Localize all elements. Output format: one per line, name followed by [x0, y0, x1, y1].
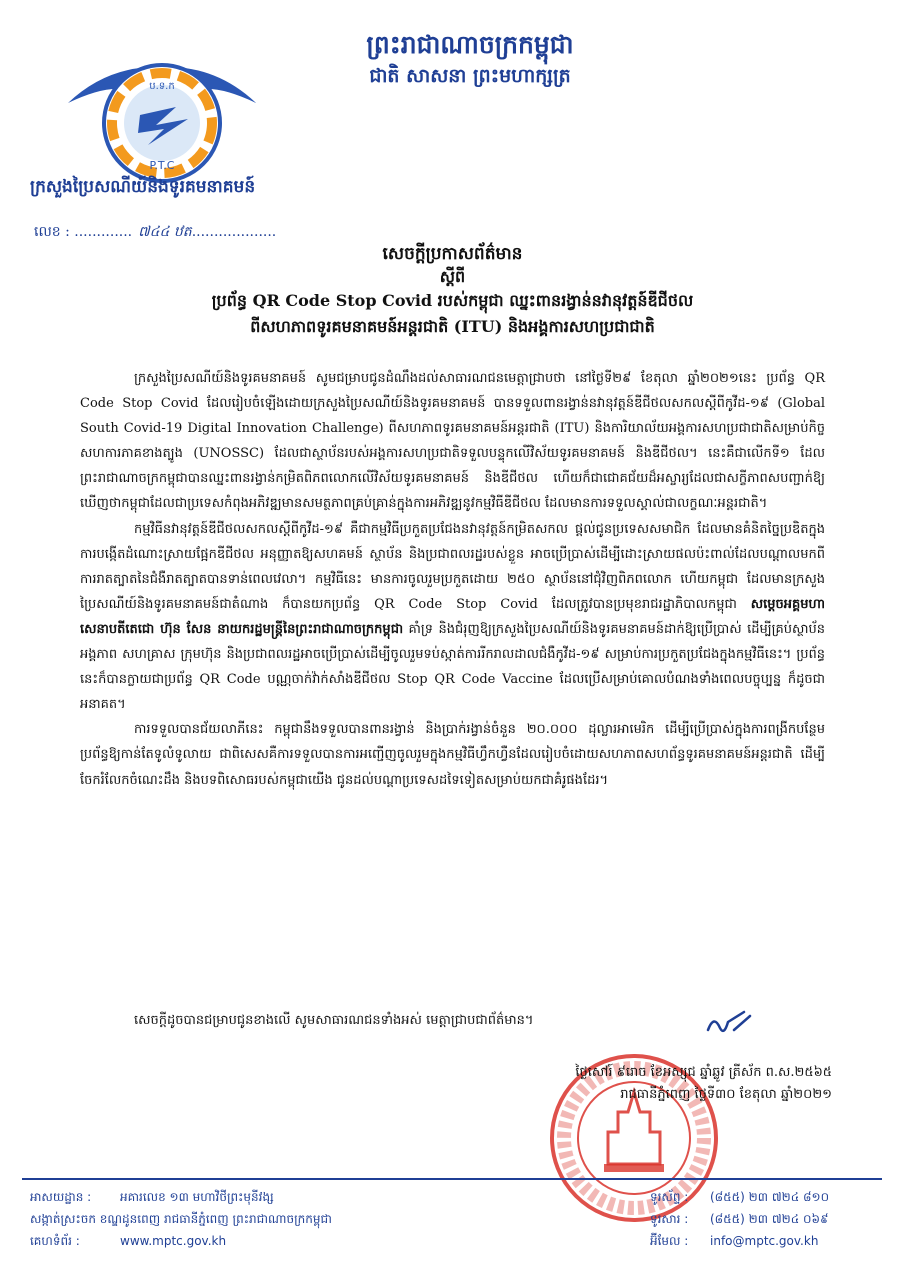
email-label: អ៊ីមែល :	[650, 1234, 689, 1248]
ministry-name: ក្រសួងប្រៃសណីយ៍និងទូរគមនាគមន៍	[30, 177, 256, 197]
ref-label: លេខ : .............	[34, 224, 133, 240]
fax-label: ទូរសារ :	[650, 1212, 689, 1226]
title-subject-line2: ពីសហភាពទូរគមនាគមន៍អន្តរជាតិ (ITU) និងអង្គការសហប្រជាជាតិ	[250, 317, 655, 336]
reference-number	[34, 222, 276, 243]
ref-dots: ...................	[191, 224, 277, 240]
lunar-date: ថ្ងៃសៅរ៍ ៩រោច ខែអស្សុជ ឆ្នាំឆ្លូវ ត្រីស័ក ព.ស.២៥៦៥	[575, 1065, 832, 1080]
footer-contact	[650, 1186, 829, 1252]
paragraph-1: ក្រសួងប្រៃសណីយ៍និងទូរគមនាគមន៍ សូមជម្រាបជូនដំណឹងដល់សាធារណជនមេត្តាជ្រាបថា នៅថ្ងៃទី២៩ ខែតុលា ឆ្នាំ២០២១នេះ ប្រព័ន្ធ QR Code Stop Covid ដែលរៀបចំឡើងដោយក្រសួងប្រៃសណីយ៍និងទូរគមនាគមន៍ បានទទួលពានរង្វាន់នវានុវត្តន៍ឌីជីថលសកលស្តីពីកូវីដ-១៩ (Global South Covid-19 Digital Innovation Challenge) ពីសហភាពទូរគមនាគមន៍អន្តរជាតិ (ITU) និងការិយាល័យអង្គការសហប្រជាជាតិសម្រាប់កិច្ចសហការភាគខាងត្បូង (UNOSSC) ដែលជាស្ថាប័នរបស់អង្គការសហប្រជាតិទទួលបន្ទុកលើវិស័យទូរគមនាគមន៍ និងឌីជីថល។ នេះគឺជាលើកទី១ ដែលព្រះរាជាណាចក្រកម្ពុជាបានឈ្នះពានរង្វាន់កម្រិតពិភពលោកលើវិស័យទូរគមនាគមន៍ និងឌីជីថល ហើយក៏ជាជោគជ័យដ៏អស្ចារ្យដែលជាសក្ខីភាពសបញ្ជាក់ឱ្យឃើញថាកម្ពុជាដែលជាប្រទេសកំពុងអភិវឌ្ឍមានសមត្ថភាពគ្រប់គ្រាន់ក្នុងការអភិវឌ្ឍនូវកម្មវិធីឌីជីថល ដែលមានការទទួលស្គាល់ជាលក្ខណៈអន្តរជាតិ។	[80, 371, 825, 512]
title-subject-line1: ប្រព័ន្ធ QR Code Stop Covid របស់កម្ពុជា ឈ្នះពានរង្វាន់នវានុវត្តន៍ឌីជីថល	[211, 291, 694, 310]
solar-date: រាជធានីភ្នំពេញ ថ្ងៃទី៣០ ខែតុលា ឆ្នាំ២០២១	[620, 1087, 832, 1102]
email-link[interactable]: info@mptc.gov.kh	[710, 1234, 819, 1248]
phone-value: (៨៥៥) ២៣ ៧២៤ ៨១០	[710, 1190, 830, 1204]
address-value: អគារលេខ ១៣ មហាវិថីព្រះមុនីវង្ស	[120, 1190, 274, 1204]
ref-number: ៧៤៤ ឋត	[138, 224, 192, 240]
paragraph-2	[80, 517, 825, 718]
paragraph-2-part-b: គាំទ្រ និងជំរុញឱ្យក្រសួងប្រៃសណីយ៍និងទូរគមនាគមន៍ដាក់ឱ្យប្រើប្រាស់ ដើម្បីគ្រប់ស្ថាប័ន អង្គភាព សហគ្រាស ក្រុមហ៊ុន និងប្រជាពលរដ្ឋអាចប្រើប្រាស់ដើម្បីចូលរួមទប់ស្កាត់ការរីករាលដាលជំងឺកូវីដ-១៩ សម្រាប់ការប្រកួតប្រជែងក្នុងកម្មវិធីនេះ។ ប្រព័ន្ធនេះក៏បានក្លាយជាប្រព័ន្ធ QR Code បណ្ណចាក់វ៉ាក់សាំងឌីជីថល Stop QR Code Vaccine ដែលប្រើសម្រាប់គោលបំណងទាំងពេលបច្ចុប្បន្ន ក៏ដូចជាអនាគត។	[80, 621, 826, 713]
website-link[interactable]: www.mptc.gov.kh	[120, 1234, 227, 1248]
document-title	[80, 242, 825, 340]
national-motto: ជាតិ សាសនា ព្រះមហាក្សត្រ	[369, 65, 571, 87]
footer-divider	[22, 1178, 882, 1180]
district-line: សង្កាត់ស្រះចក ខណ្ឌដូនពេញ រាជធានីភ្នំពេញ ព្រះរាជាណាចក្រកម្ពុជា	[30, 1212, 332, 1226]
address-label: អាសយដ្ឋាន :	[30, 1190, 92, 1204]
logo-top-text: ប.ទ.ក	[149, 81, 175, 92]
title-regarding: ស្តីពី	[439, 267, 466, 286]
ministry-logo	[48, 45, 276, 195]
fax-value: (៨៥៥) ២៣ ៧២៤ ០៦៩	[710, 1212, 829, 1226]
paragraph-2-part-a: កម្មវិធីនវានុវត្តន៍ឌីជីថលសកលស្តីពីកូវីដ-១៩ គឺជាកម្មវិធីប្រកួតប្រជែងនវានុវត្តន៍កម្រិតសកល ផ្តល់ជូនប្រទេសសមាជិក ដែលមានគំនិតច្នៃប្រឌិតក្នុងការបង្កើតដំណោះស្រាយផ្អែកឌីជីថល អនុញ្ញាតឱ្យសហគមន៍ ស្ថាប័ន និងប្រជាពលរដ្ឋរបស់ខ្លួន អាចប្រើប្រាស់ដើម្បីដោះស្រាយផលប៉ះពាល់ដែលបណ្តាលមកពីការរាតត្បាតនៃជំងឺរាតត្បាតបានទាន់ពេលវេលា។ កម្មវិធីនេះ មានការចូលរួមប្រកួតដោយ ២៥០ ស្ថាប័ននៅជុំវិញពិភពលោក ហើយកម្ពុជា ដែលមានក្រសួងប្រៃសណីយ៍និងទូរគមនាគមន៍ជាតំណាង ក៏បានយកប្រព័ន្ធ QR Code Stop Covid ដែលត្រូវបានប្រមុខរាជរដ្ឋាភិបាលកម្ពុជា	[80, 521, 825, 612]
kingdom-header	[300, 28, 640, 90]
closing-line: សេចក្តីដូចបានជម្រាបជូនខាងលើ សូមសាធារណជនទាំងអស់ មេត្តាជ្រាបជាព័ត៌មាន។	[134, 1013, 534, 1028]
phone-label: ទូរស័ព្ទ :	[650, 1190, 689, 1204]
initials-signature	[704, 1008, 754, 1038]
paragraph-2-bold: សម្តេចអគ្គមហាសេនាបតីតេជោ ហ៊ុន សែន នាយករដ្ឋមន្ត្រីនៃព្រះរាជាណាចក្រកម្ពុជា	[80, 596, 825, 637]
title-press-release: សេចក្តីប្រកាសព័ត៌មាន	[382, 244, 523, 264]
kingdom-title: ព្រះរាជាណាចក្រកម្ពុជា	[366, 30, 574, 59]
website-label: គេហទំព័រ :	[30, 1234, 80, 1248]
footer-address	[30, 1186, 332, 1252]
paragraph-3: ការទទួលបានជ័យលាភីនេះ កម្ពុជានឹងទទួលបានពានរង្វាន់ និងប្រាក់រង្វាន់ចំនួន ២០.០០០ ដុល្លារអាមេរិក ដើម្បីប្រើប្រាស់ក្នុងការពង្រីកបន្ថែមប្រព័ន្ធឱ្យកាន់តែទូលំទូលាយ ជាពិសេសគឺការទទួលបានការអញ្ជើញចូលរួមក្នុងកម្មវិធីហ្វឹកហ្វឺនដែលរៀបចំដោយសហភាពសហព័ន្ធទូរគមនាគមន៍អន្តរជាតិ ដើម្បីចែករំលែកចំណេះដឹង និងបទពិសោធរបស់កម្ពុជាយើង ជូនដល់បណ្តាប្រទេសដទៃទៀតសម្រាប់យកជាគំរូផងដែរ។	[80, 722, 825, 788]
body-text	[80, 366, 825, 793]
logo-bottom-text: P.T.C	[149, 159, 175, 172]
date-block	[432, 1062, 832, 1106]
